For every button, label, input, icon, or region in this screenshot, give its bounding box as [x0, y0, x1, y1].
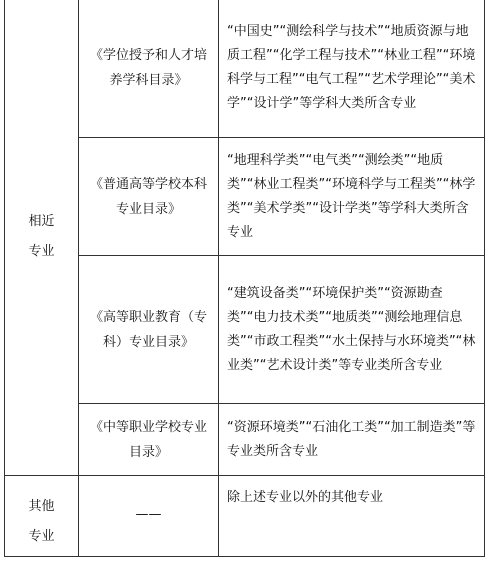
other-content-cell: 除上述专业以外的其他专业	[219, 476, 485, 557]
catalog-name-cell: 《高等职业教育（专科）专业目录》	[79, 256, 219, 404]
catalog-content-cell: “资源环境类”“石油化工类”“加工制造类”等专业类所含专业	[219, 404, 485, 476]
similar-majors-label-line1: 相近	[28, 214, 55, 229]
table-row	[5, 476, 485, 557]
similar-majors-label-cell	[5, 0, 79, 476]
catalog-content-cell: “中国史”“测绘科学与技术”“地质资源与地质工程”“化学工程与技术”“林业工程”“环境科学与工程”“电气工程”“艺术学理论”“美术学”“设计学”等学科大类所含专业	[219, 0, 485, 138]
other-majors-label-line1: 其他	[28, 499, 55, 514]
catalog-content-cell: “地理科学类”“电气类”“测绘类”“地质类”“林业工程类”“环境科学与工程类”“林学类”“美术学类”“设计学类”等学科大类所含专业	[219, 138, 485, 256]
catalog-name-cell: 《普通高等学校本科专业目录》	[79, 138, 219, 256]
other-majors-label-cell	[5, 476, 79, 557]
similar-majors-label-line2: 专业	[28, 244, 55, 259]
table-row	[5, 0, 485, 138]
catalog-name-cell: 《学位授予和人才培养学科目录》	[79, 0, 219, 138]
catalog-content-cell: “建筑设备类”“环境保护类”“资源勘查类”“电力技术类”“地质类”“测绘地理信息类”“市政工程类”“水土保持与水环境类”“林业类”“艺术设计类”等专业类所含专业	[219, 256, 485, 404]
catalog-name-cell: 《中等职业学校专业目录》	[79, 404, 219, 476]
other-catalog-cell: ——	[79, 476, 219, 557]
major-requirements-table	[4, 0, 485, 557]
other-majors-label-line2: 专业	[28, 529, 55, 544]
